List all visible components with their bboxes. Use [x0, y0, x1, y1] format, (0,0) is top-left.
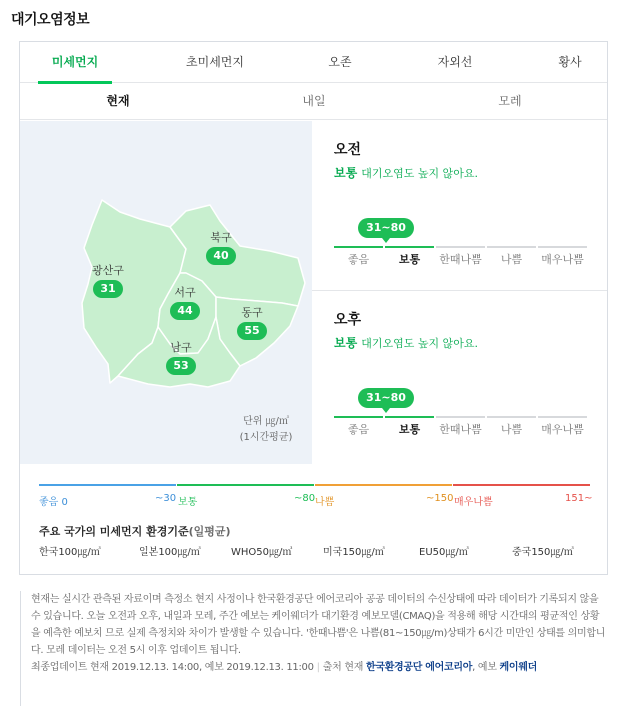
- forecast-am-desc: 대기오염도 높지 않아요.: [361, 167, 478, 180]
- district-name-dong: 동구: [241, 306, 263, 319]
- notes-source-prefix: 출처 현재: [322, 662, 364, 673]
- scale-segment-normal: [177, 484, 314, 486]
- district-name-buk: 북구: [210, 231, 232, 244]
- standards-title: [39, 523, 231, 539]
- scale-label-80: ~80: [294, 493, 316, 504]
- standard-korea: 한국100㎍/㎥: [39, 547, 101, 558]
- tab-uv[interactable]: 자외선: [437, 55, 473, 69]
- forecast-am: [312, 121, 607, 291]
- unit-note: [216, 414, 316, 446]
- subtab-tomorrow[interactable]: 내일: [302, 94, 326, 108]
- scale-label-bad: 나쁨: [315, 497, 335, 508]
- district-name-nam: 남구: [170, 341, 192, 354]
- notes-paragraph: 현재는 실시간 관측된 자료이며 측정소 현지 사정이나 한국환경공단 에어코리아 공공 데이터의 수신상태에 따라 데이터가 기록되지 않을 수 있습니다. 오늘 오전과 오후, 내일과 모레, 주간 예보는 케이웨더가 대기환경 예보모델(CMAQ)을 적용해 해당 시간대의 평균적인 상황을 예측한 예보치 므로 실제 측정치와 차이가 발생할 수 있습니다. '한때나쁨'은 나쁨(81~150㎍/m)상태가 6시간 미만인 상태를 의미합니다. 모레 데이터는 오전 5시 이후 업데이트 됩니다.: [31, 594, 606, 656]
- forecast-pm-level-bad: 나쁨: [487, 416, 536, 440]
- standard-china: 중국150㎍/㎥: [512, 547, 574, 558]
- data-notes: [20, 591, 607, 706]
- district-badge-dong[interactable]: 55: [237, 322, 267, 340]
- standard-who: WHO50㎍/㎥: [231, 547, 293, 558]
- scale-segment-bad: [315, 484, 452, 486]
- scale-label-30: ~30: [155, 493, 177, 504]
- standards-title-sub: (일평균): [188, 525, 231, 538]
- pollution-scale: [39, 484, 593, 508]
- forecast-am-range-badge: 31~80: [358, 218, 414, 238]
- scale-segment-very-bad: [453, 484, 590, 486]
- forecast-am-levels: [334, 246, 589, 270]
- forecast-am-status: [334, 164, 478, 181]
- scale-label-very-bad: 매우나쁨: [454, 497, 493, 508]
- page-title: 대기오염정보: [11, 12, 90, 28]
- district-badge-gwangsan[interactable]: 31: [93, 280, 123, 298]
- standard-usa: 미국150㎍/㎥: [323, 547, 385, 558]
- tab-ozone[interactable]: 오존: [328, 55, 352, 69]
- forecast-pm-level-very-bad: 매우나쁨: [538, 416, 587, 440]
- forecast-pm-levels: [334, 416, 589, 440]
- forecast-pm-level-sometimes-bad: 한때나쁨: [436, 416, 485, 440]
- forecast-am-level-sometimes-bad: 한때나쁨: [436, 246, 485, 270]
- notes-separator: |: [316, 662, 320, 673]
- air-quality-card: [19, 41, 608, 575]
- standard-eu: EU50㎍/㎥: [419, 547, 469, 558]
- scale-label-150: ~150: [426, 493, 454, 504]
- district-badge-buk[interactable]: 40: [206, 247, 236, 265]
- subtab-now[interactable]: 현재: [106, 94, 130, 108]
- scale-label-good: 좋음 0: [39, 497, 68, 508]
- scale-label-151: 151~: [565, 493, 593, 504]
- forecast-pm-status-label: 보통: [334, 336, 358, 350]
- district-name-gwangsan: 광산구: [92, 264, 124, 277]
- source-kweather-link[interactable]: 케이웨더: [499, 662, 537, 673]
- forecast-am-level-bad: 나쁨: [487, 246, 536, 270]
- standard-japan: 일본100㎍/㎥: [139, 547, 201, 558]
- forecast-am-level-good: 좋음: [334, 246, 383, 270]
- tab-fine-dust[interactable]: 미세먼지: [38, 42, 112, 83]
- district-badge-nam[interactable]: 53: [166, 357, 196, 375]
- unit-sub-label: (1시간평균): [239, 432, 293, 443]
- forecast-pm-status: [334, 334, 478, 351]
- forecast-pm-level-normal: 보통: [385, 416, 434, 440]
- district-name-seo: 서구: [174, 286, 196, 299]
- forecast-am-status-label: 보통: [334, 166, 358, 180]
- district-badge-seo[interactable]: 44: [170, 302, 200, 320]
- forecast-pm-desc: 대기오염도 높지 않아요.: [361, 337, 478, 350]
- forecast-am-level-normal: 보통: [385, 246, 434, 270]
- day-tabs: [20, 83, 607, 120]
- tab-yellow-dust[interactable]: 황사: [558, 55, 582, 69]
- forecast-am-level-very-bad: 매우나쁨: [538, 246, 587, 270]
- forecast-pm-level-good: 좋음: [334, 416, 383, 440]
- notes-update-time: 최종업데이트 현재 2019.12.13. 14:00, 예보 2019.12.13. 11:00: [31, 662, 314, 673]
- subtab-day-after[interactable]: 모레: [498, 94, 522, 108]
- scale-label-normal: 보통: [178, 497, 198, 508]
- forecast-pm-title: 오후: [334, 312, 362, 328]
- district-map: [20, 121, 312, 464]
- forecast-am-title: 오전: [334, 142, 362, 158]
- standards-list: [39, 543, 590, 559]
- notes-source-mid: , 예보: [472, 662, 497, 673]
- forecast-pm-range-badge: 31~80: [358, 388, 414, 408]
- unit-label: 단위 ㎍/㎥: [243, 416, 289, 427]
- source-airkorea-link[interactable]: 한국환경공단 에어코리아: [365, 662, 473, 673]
- tab-ultrafine-dust[interactable]: 초미세먼지: [186, 55, 244, 69]
- pollutant-tabs: [20, 42, 607, 83]
- forecast-pm: [312, 291, 607, 464]
- standards-title-main: 주요 국가의 미세먼지 환경기준: [39, 525, 189, 538]
- scale-segment-good: [39, 484, 176, 486]
